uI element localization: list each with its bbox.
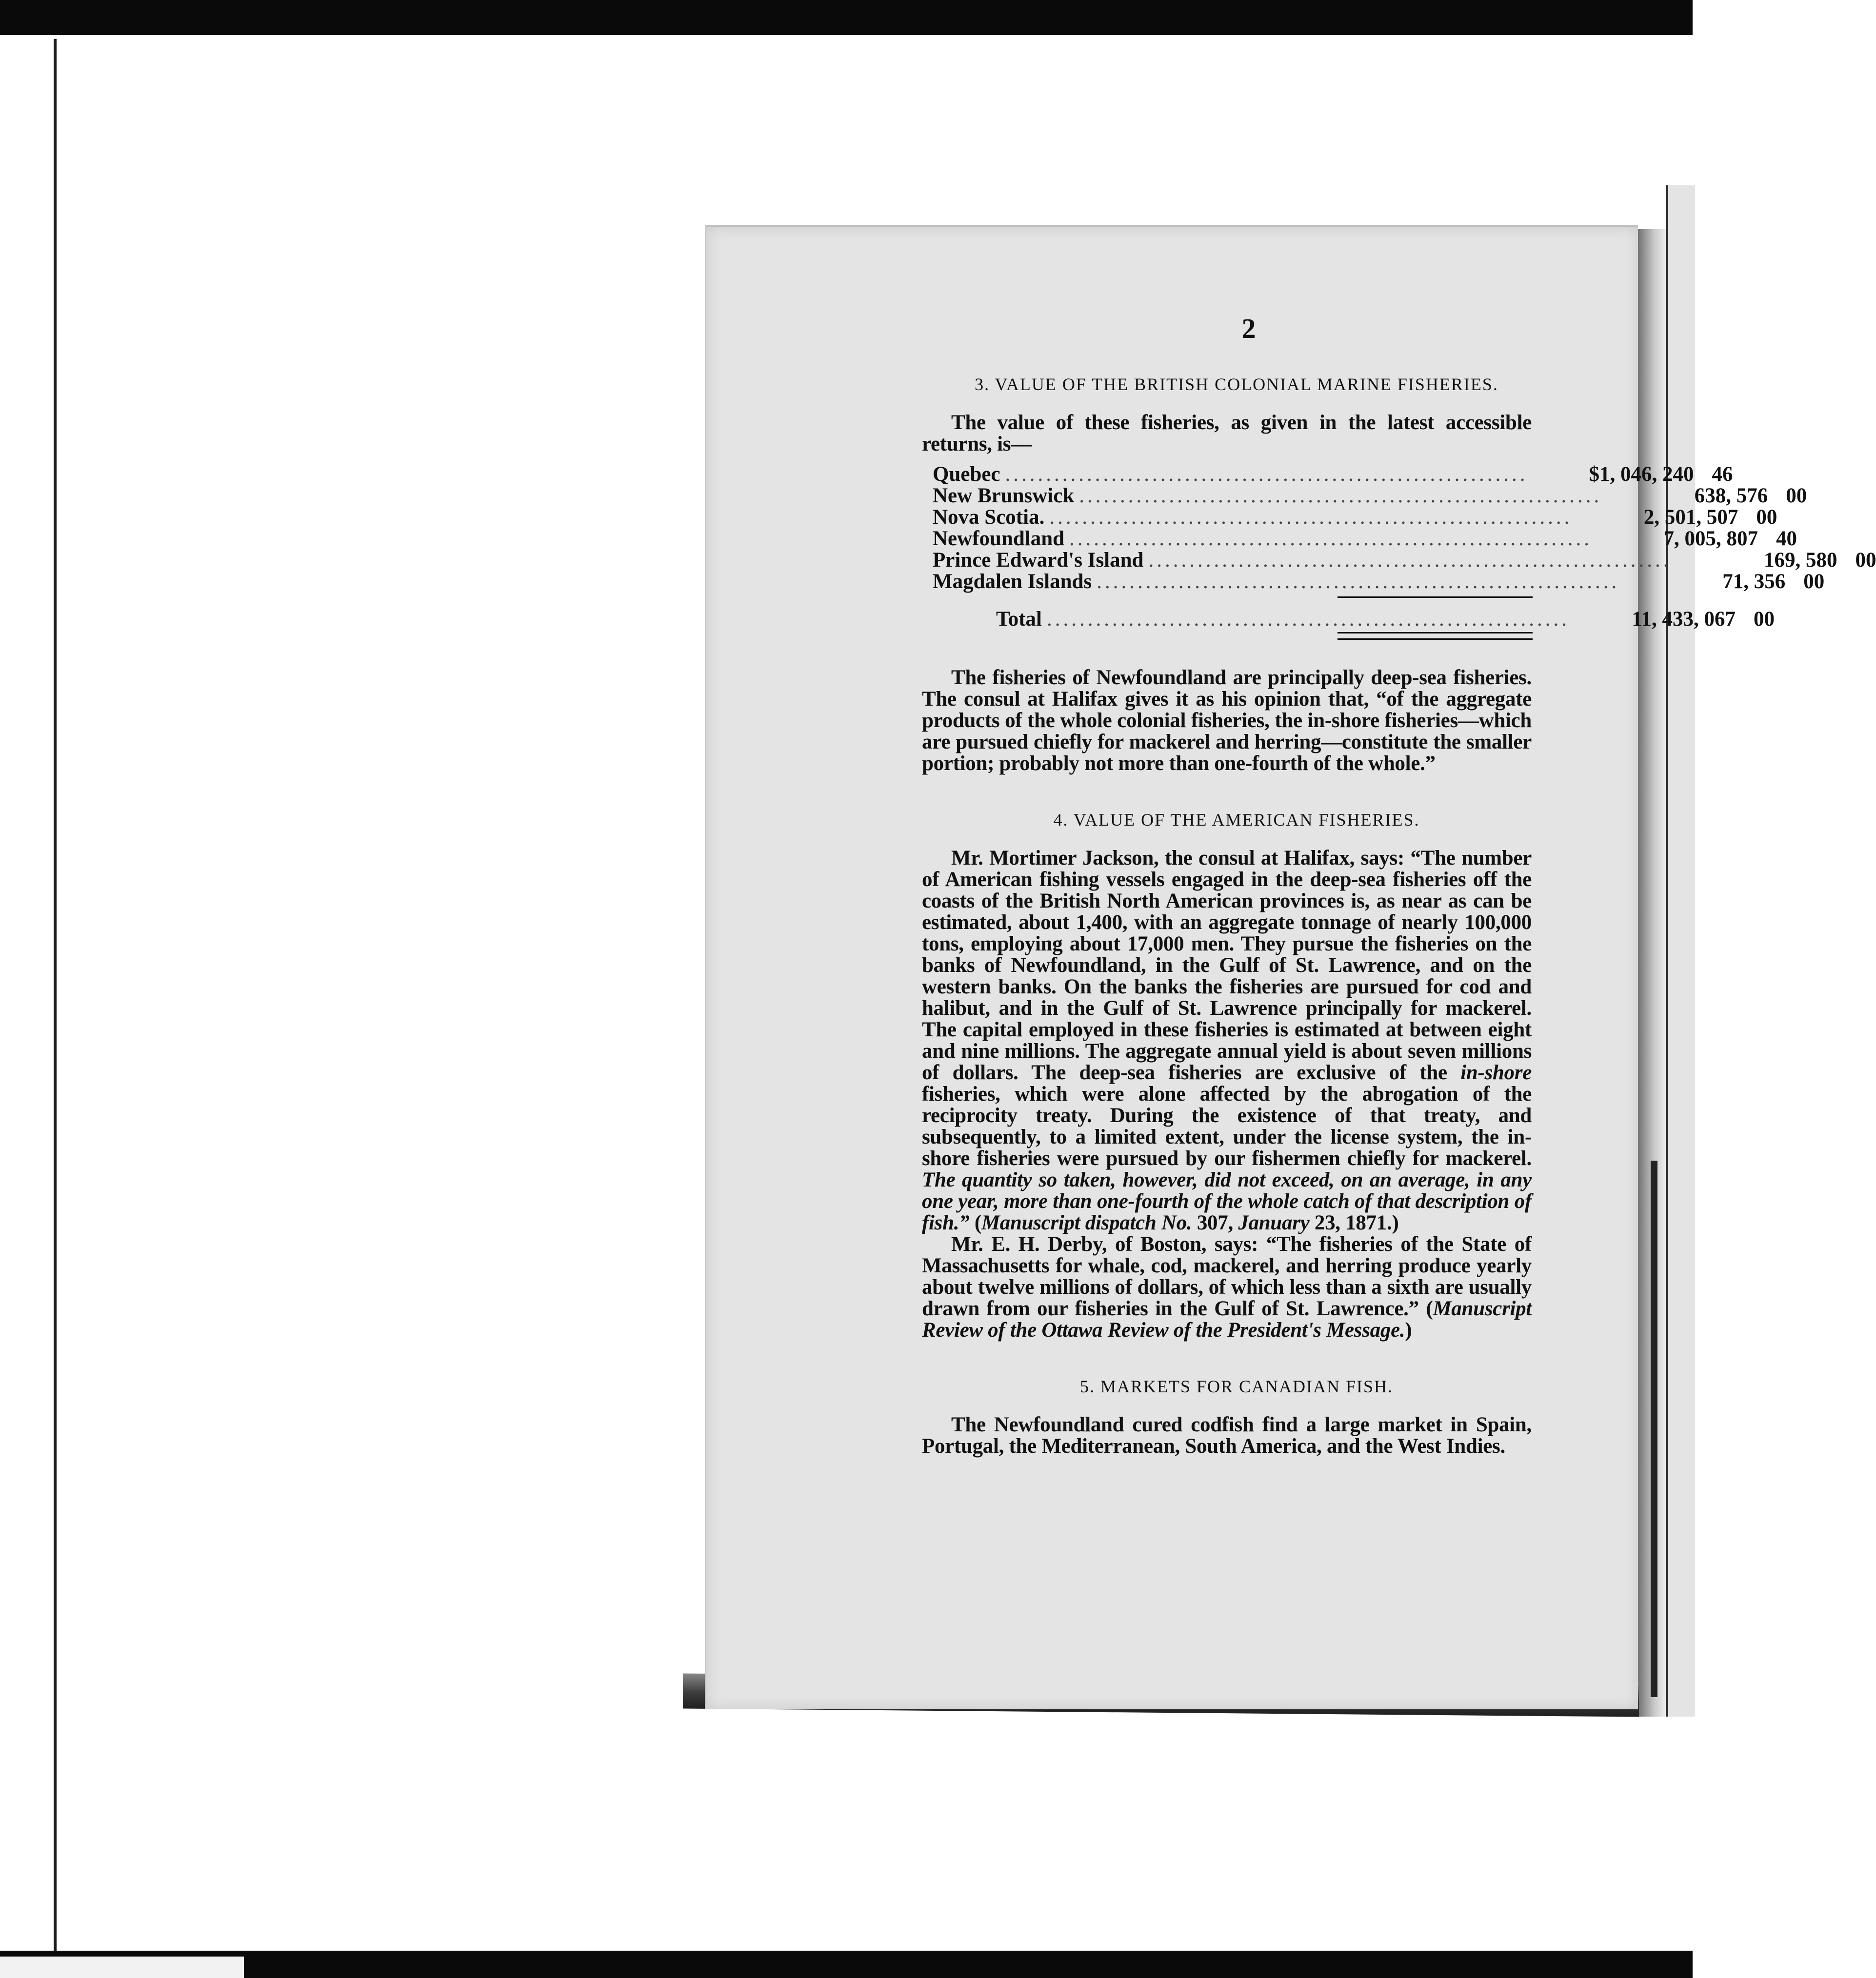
total-row [933,608,1775,631]
citation-month: January [1238,1211,1310,1234]
paragraph-text: fisheries, which were alone affected by the abrogation of the reciprocity treaty. During the existence of that treaty, and subsequently, to a limited extent, under the license system, the in-shore fisheries were pursued by our fishermen chiefly for mackerel. [922,1083,1532,1170]
section-3-intro: The value of these fisheries, as given in the latest accessible returns, is— [922,411,1532,455]
section-5-heading: 5. MARKETS FOR CANADIAN FISH. [1079,1377,1394,1396]
row-amount: 7, 005, 807 [1663,527,1758,550]
leader-dots: ................................................................ [1047,608,1570,631]
row-label: Magdalen Islands [933,570,1092,593]
total-double-rule [1337,632,1533,640]
row-cents: 00 [1756,506,1777,529]
section-3-heading: 3. VALUE OF THE BRITISH COLONIAL MARINE FISHERIES. [975,375,1498,394]
citation-text: Manuscript dispatch No. [981,1211,1192,1234]
row-amount: $1, 046, 240 [1589,463,1694,486]
citation-open: ( [974,1211,981,1234]
scan-bottom-edge [0,1951,1693,1978]
section-4-paragraph-1 [922,848,1532,1234]
sum-rule [1337,596,1533,598]
leader-dots: ................................................................ [1005,463,1528,486]
facing-page-edge [1666,185,1695,1717]
section-4-heading: 4. VALUE OF THE AMERICAN FISHERIES. [1053,810,1420,830]
row-cents: 40 [1776,527,1797,550]
section-5-paragraph: The Newfoundland cured codfish find a large market in Spain, Portugal, the Mediterranean, South America, and the West Indies. [922,1413,1532,1458]
paragraph-text: Mr. Mortimer Jackson, the consul at Halifax, says: “The number of American fishing vessels engaged in the deep-sea fisheries off the coasts of the British North American provinces is, as near as can be estimated, about 1,400, with an aggregate tonnage of nearly 100,000 tons, employing about 17,000 men. They pursue the fisheries on the banks of Newfoundland, in the Gulf of St. Lawrence, and on the western banks. On the banks the fisheries are pursued for cod and halibut, and in the Gulf of St. Lawrence principally for mackerel. The capital employed in these fisheries is estimated at between eight and nine millions. The aggregate annual yield is about seven millions of dollars. The deep-sea fisheries are exclusive of the [922,847,1532,1084]
total-amount: 11, 433, 067 [1632,608,1736,631]
citation-text: Manuscript Review of the Ottawa Review of the President's Message. [922,1297,1532,1342]
row-amount: 169, 580 [1763,549,1837,572]
table-row [933,463,1733,486]
page-number: 2 [1241,313,1256,344]
table-row [933,527,1797,550]
section-3-closing: The fisheries of Newfoundland are principally deep-sea fisheries. The consul at Halifax gives it as his opinion that, “of the aggregate products of the whole colonial fisheries, the in-shore fisheries—which are pursued chiefly for mackerel and herring—constitute the smaller portion; probably not more than one-fourth of the whole.” [922,666,1532,775]
citation-date: 23, 1871.) [1314,1211,1399,1234]
leader-dots: ................................................................ [1069,527,1593,550]
row-amount: 2, 501, 507 [1643,506,1738,529]
table-row [933,570,1825,593]
scan-bottom-stripe [0,1957,244,1978]
leader-dots: ................................................................ [1148,549,1672,572]
row-cents: 00 [1855,549,1876,572]
scan-top-edge [0,0,1693,35]
emphasis-text: in-shore [1460,1061,1532,1084]
citation-open: ( [1426,1297,1433,1320]
total-label: Total [996,608,1042,631]
leader-dots: ................................................................ [1097,570,1620,593]
scan-left-edge-line [54,39,57,1951]
row-label: Prince Edward's Island [933,549,1144,572]
gutter-dark-band [1651,1161,1657,1697]
row-amount: 638, 576 [1694,484,1768,507]
row-amount: 71, 356 [1722,570,1786,593]
leader-dots: ................................................................ [1049,506,1573,529]
row-cents: 00 [1786,484,1807,507]
row-cents: 46 [1712,463,1733,486]
leader-dots: ................................................................ [1079,484,1602,507]
paragraph-text: Mr. E. H. Derby, of Boston, says: “The fisheries of the State of Massachusetts for whale, cod, mackerel, and herring produce yearly about twelve millions of dollars, of which less than a sixth are usually drawn from our fisheries in the Gulf of St. Lawrence.” [922,1233,1532,1320]
table-row [933,484,1807,507]
citation-number: 307, [1197,1211,1233,1234]
row-label: Newfoundland [933,527,1065,550]
total-cents: 00 [1754,608,1775,631]
fisheries-value-table [933,463,1876,640]
row-cents: 00 [1803,570,1825,593]
section-4-paragraph-2 [922,1234,1532,1341]
table-row [933,506,1777,529]
row-label: New Brunswick [933,484,1075,507]
page-content [922,312,1876,1458]
emphasis-text: The quantity so taken, however, did not exceed, on an average, in any one year, more than one-fourth of the whole catch of that description of fish.” [922,1168,1532,1234]
row-label: Quebec [933,463,1000,486]
row-label: Nova Scotia. [933,506,1045,529]
citation-close: ) [1405,1319,1412,1342]
table-row [933,549,1876,572]
